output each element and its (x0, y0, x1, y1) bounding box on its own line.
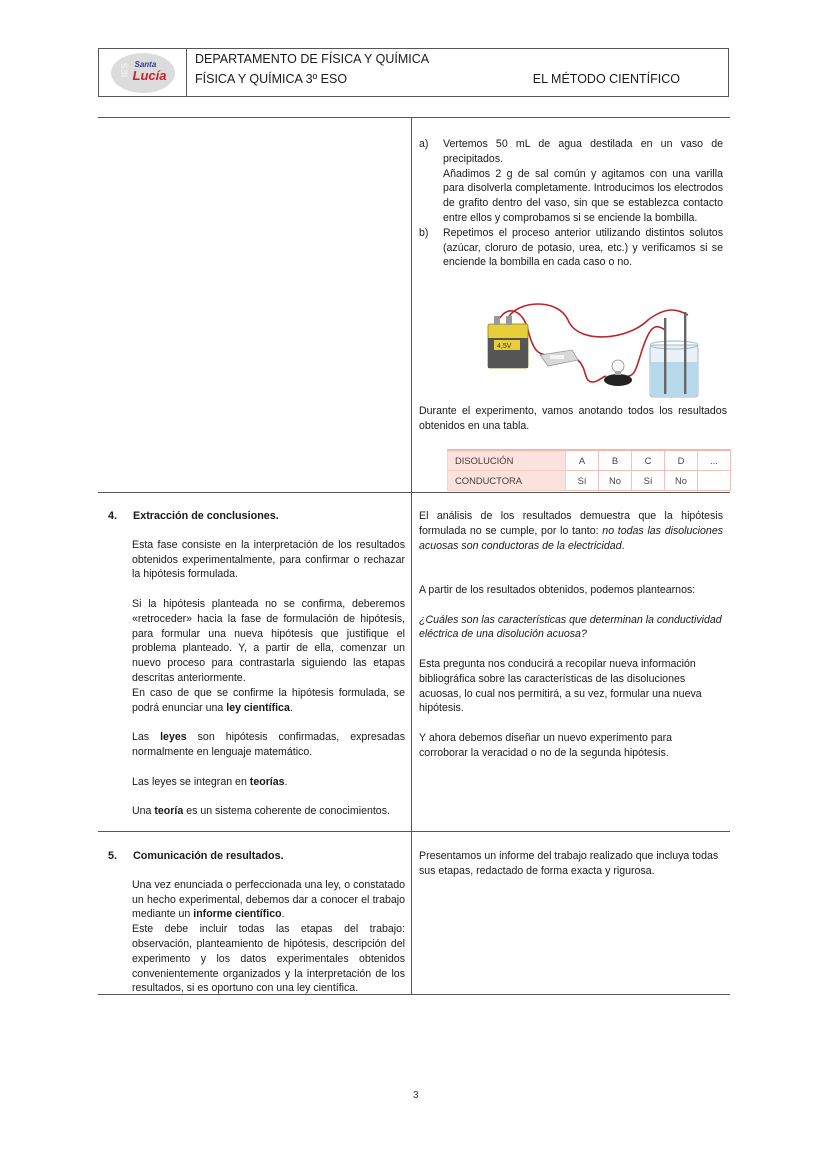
table-intro: Durante el experimento, vamos anotando todos los resultados obtenidos en una tabla. (419, 405, 727, 432)
table-cell: No (599, 471, 632, 491)
paragraph: El análisis de los resultados demuestra que la hipótesis formulada no se cumple, por lo tanto: no todas las disoluciones acuosas son conductoras de la electricidad. (419, 510, 724, 552)
row-divider-2 (98, 831, 730, 832)
conclusion-statement: no todas las disoluciones acuosas son conductoras de la electricidad (419, 524, 724, 552)
svg-text:4,5V: 4,5V (497, 343, 512, 350)
section-4-heading (100, 509, 405, 524)
table-top-border (98, 117, 730, 118)
question: ¿Cuáles son las características que determinan la conductividad eléctrica de una disolución acuosa? (419, 613, 722, 641)
page-number: 3 (413, 1090, 419, 1101)
step-text: Vertemos 50 mL de agua destilada en un vaso de precipitados. (443, 138, 723, 165)
row-divider-1 (98, 492, 730, 493)
step-text: Repetimos el proceso anterior utilizando distintos solutos (azúcar, cloruro de potasio, urea, etc.) y verificamos si se enciende la bombilla en cada caso o no. (443, 226, 723, 269)
paragraph: Esta fase consiste en la interpretación de los resultados obtenidos experimentalmente, para confirmar o rechazar la hipótesis formulada. (132, 538, 405, 581)
logo-cell (99, 49, 187, 96)
header-text (187, 49, 728, 96)
course-title: FÍSICA Y QUÍMICA 3º ESO (195, 72, 348, 86)
step-a (419, 137, 723, 226)
table-cell: D (665, 450, 698, 471)
step-label: a) (419, 138, 429, 150)
table-row (448, 471, 731, 491)
paragraph: Si la hipótesis planteada no se confirma, deberemos «retroceder» hacia la fase de formulación de hipótesis, para formular una nueva hipótesis que justifique el problema planteado. Y, a partir de ella, comenzar un nuevo proceso para contrastarla siguiendo las etapas descritas anteriormente. (132, 597, 405, 684)
section-5-left (100, 849, 405, 996)
key-term: teorías (249, 775, 285, 788)
results-table (447, 449, 731, 491)
table-cell: B (599, 450, 632, 471)
table-cell: Sí (566, 471, 599, 491)
topic-title: EL MÉTODO CIENTÍFICO (532, 72, 680, 86)
paragraph: Esta pregunta nos conducirá a recopilar nueva información bibliográfica sobre las características de las disoluciones acuosas, lo cual nos permitirá, a su vez, formular una nueva hipótesis. (419, 657, 702, 715)
paragraph: Las leyes se integran en teorías. (132, 775, 288, 788)
logo-ies: IES (118, 62, 129, 77)
section-title: Extracción de conclusiones. (133, 510, 279, 522)
table-cell: A (566, 450, 599, 471)
paragraph: Una teoría es un sistema coherente de conocimientos. (132, 805, 390, 818)
table-cell: ... (698, 450, 731, 471)
paragraph: A partir de los resultados obtenidos, podemos plantearnos: (419, 583, 696, 596)
section-number: 4. (108, 510, 118, 522)
table-cell: Sí (632, 471, 665, 491)
row-header: CONDUCTORA (448, 471, 566, 491)
key-term: informe científico (193, 908, 282, 921)
section-5-heading (100, 849, 405, 864)
table-cell (698, 471, 731, 491)
logo-santa: Santa (134, 59, 157, 69)
paragraph: En caso de que se confirme la hipótesis formulada, se podrá enunciar una ley científica. (132, 686, 405, 714)
table-cell: C (632, 450, 665, 471)
paragraph: Las leyes son hipótesis confirmadas, expresadas normalmente en lenguaje matemático. (132, 731, 405, 758)
table-cell: No (665, 471, 698, 491)
logo-lucia: Lucía (132, 67, 167, 83)
step-text: Añadimos 2 g de sal común y agitamos con una varilla para disolverla completamente. Introducimos los electrodos de grafito dentro del vaso, sin que se establezca contacto entre ellos y comprobamos si se enciende la bombilla. (443, 167, 723, 224)
circuit-illustration (478, 300, 710, 400)
step-label: b) (419, 226, 429, 239)
page-header (98, 48, 729, 97)
step-b (419, 226, 723, 270)
paragraph: Y ahora debemos diseñar un nuevo experimento para corroborar la veracidad o no de la segunda hipótesis. (419, 731, 673, 759)
key-term: leyes (160, 731, 187, 744)
key-term: teoría (154, 805, 184, 818)
circuit-icon (478, 300, 710, 400)
section-4-left (100, 509, 405, 819)
experiment-steps (419, 137, 723, 270)
section-4-right (419, 509, 723, 761)
paragraph: Este debe incluir todas las etapas del trabajo: observación, planteamiento de hipótesis, descripción del experimento y los datos experimentales obtenidos convenientemente organizados y la interpretación de los resultados, si es oportuno con una ley científica. (132, 923, 405, 995)
section-title: Comunicación de resultados. (133, 850, 284, 862)
paragraph: Una vez enunciada o perfeccionada una ley, o constatado un hecho experimental, debemos dar a conocer el trabajo mediante un informe científico. (132, 878, 405, 921)
section-number: 5. (108, 850, 118, 862)
table-row (448, 450, 731, 471)
department-title: DEPARTAMENTO DE FÍSICA Y QUÍMICA (195, 52, 430, 66)
school-logo (111, 53, 175, 93)
key-term: ley científica (226, 701, 290, 714)
column-divider (411, 117, 412, 995)
section-5-right: Presentamos un informe del trabajo realizado que incluya todas sus etapas, redactado de forma exacta y rigurosa. (419, 850, 719, 877)
row-header: DISOLUCIÓN (448, 450, 566, 471)
